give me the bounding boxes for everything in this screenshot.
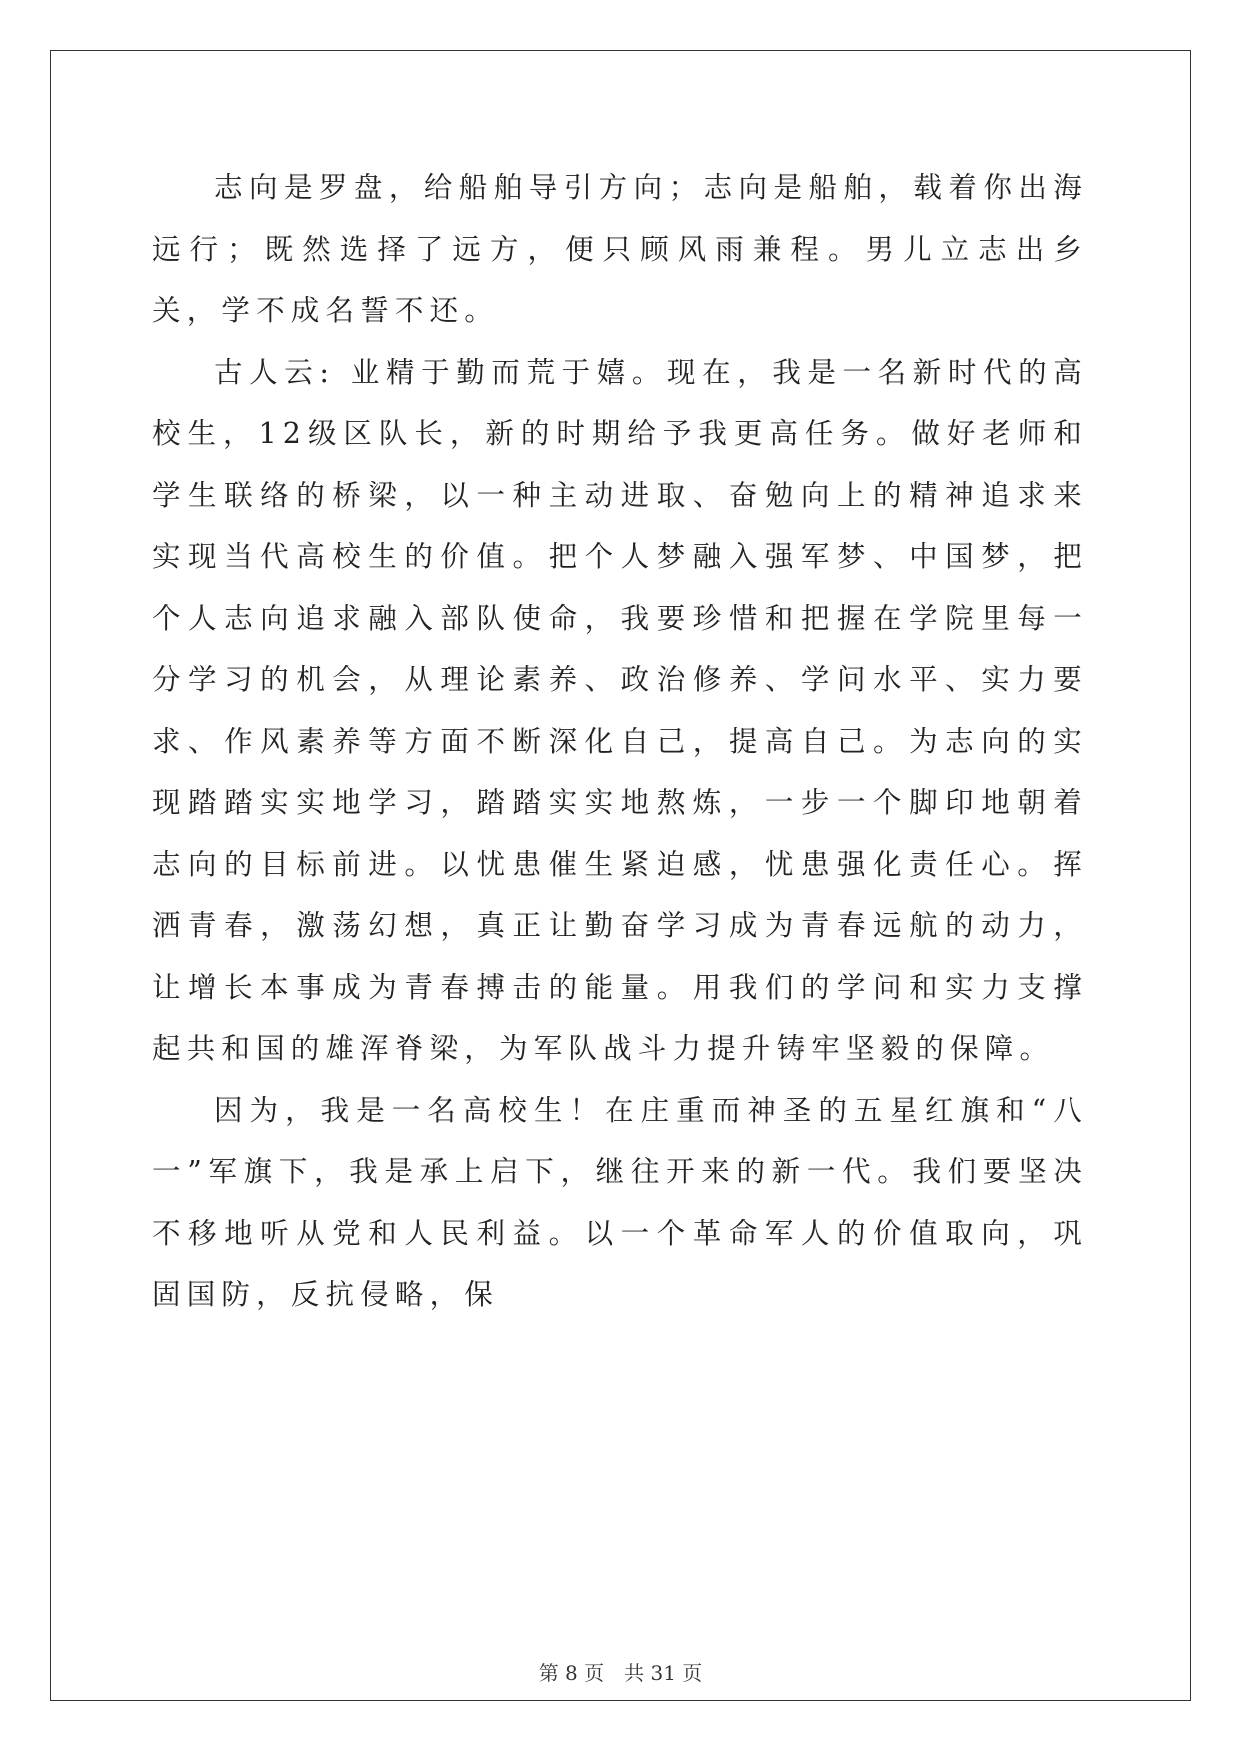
page-number-footer: 第 8 页 共 31 页 <box>538 1661 703 1685</box>
paragraph-aspiration: 志向是罗盘，给船舶导引方向；志向是船舶，载着你出海远行；既然选择了远方，便只顾风雨兼程。男儿立志出乡关，学不成名誓不还。 <box>152 171 1088 327</box>
paragraph-ancients-say: 古人云: 业精于勤而荒于嬉。现在，我是一名新时代的高校生，12级区队长，新的时期给予我更高任务。做好老师和学生联络的桥梁，以一种主动进取、奋勉向上的精神追求来实现当代高校生的价值。把个人梦融入强军梦、中国梦，把个人志向追求融入部队使命，我要珍惜和把握在学院里每一分学习的机会，从理论素养、政治修养、学问水平、实力要求、作风素养等方面不断深化自己，提高自己。为志向的实现踏踏实实地学习，踏踏实实地熬炼，一步一个脚印地朝着志向的目标前进。以忧患催生紧迫感，忧患强化责任心。挥洒青春，激荡幻想，真正让勤奋学习成为青春远航的动力，让增长本事成为青春搏击的能量。用我们的学问和实力支撑起共和国的雄浑脊梁，为军队战斗力提升铸牢坚毅的保障。 <box>152 355 1088 1065</box>
document-body <box>152 157 1088 1326</box>
paragraph-because-student: 因为，我是一名高校生！在庄重而神圣的五星红旗和“八一”军旗下，我是承上启下，继往开来的新一代。我们要坚决不移地听从党和人民利益。以一个革命军人的价值取向，巩固国防，反抗侵略，保 <box>152 1093 1088 1311</box>
